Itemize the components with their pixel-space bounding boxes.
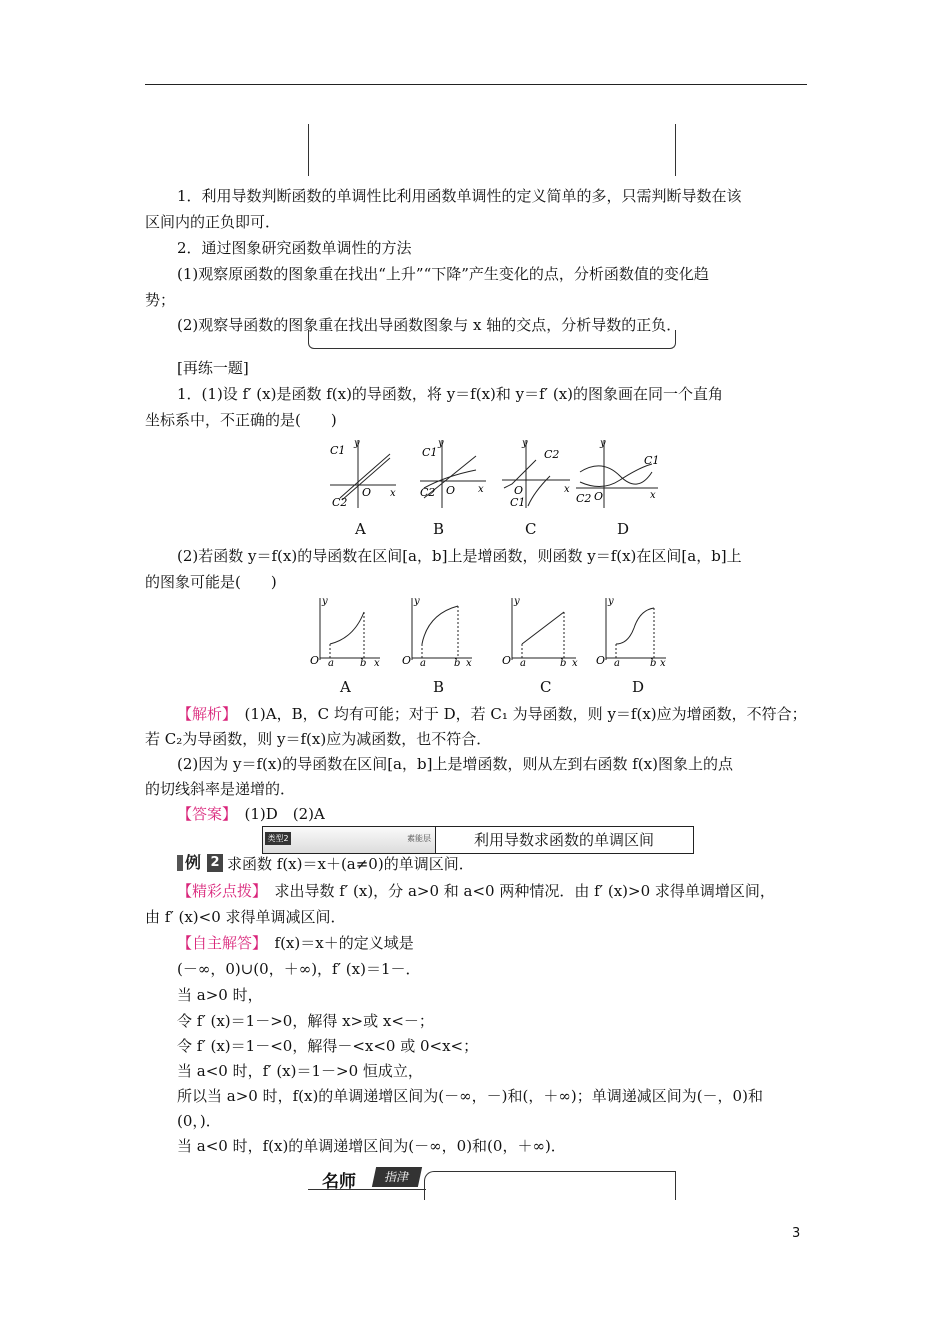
figure-option-c-1 bbox=[500, 436, 574, 510]
label-c1: C1 bbox=[422, 446, 438, 459]
summary-point-2: 2．通过图象研究函数单调性的方法 bbox=[177, 239, 412, 257]
label-c2: C2 bbox=[332, 496, 348, 509]
label-a: a bbox=[520, 658, 526, 668]
label-x: x bbox=[564, 484, 570, 495]
option-label-d: D bbox=[617, 520, 630, 538]
figure-option-d-1 bbox=[572, 436, 662, 510]
badge-text: 例 bbox=[185, 853, 202, 872]
label-y: y bbox=[522, 438, 528, 449]
figure-option-b-1 bbox=[416, 436, 490, 510]
type-sub: 素能层 bbox=[407, 834, 431, 843]
label-y: y bbox=[322, 596, 328, 607]
label-a: a bbox=[328, 658, 334, 668]
answer-text: (1)D (2)A bbox=[229, 805, 325, 823]
option-label-c: C bbox=[525, 520, 537, 538]
label-x: x bbox=[650, 490, 656, 501]
option-label-d: D bbox=[632, 678, 645, 696]
label-y: y bbox=[354, 438, 360, 449]
teacher-note-label: 名师 bbox=[322, 1172, 356, 1192]
label-origin: O bbox=[596, 654, 606, 667]
summary-frame-bottom bbox=[308, 330, 676, 349]
label-c2: C2 bbox=[420, 486, 436, 499]
solution-line-1 bbox=[145, 931, 807, 955]
type-tag: 类型2 bbox=[265, 832, 291, 845]
figure-option-b-2 bbox=[400, 594, 476, 668]
teacher-note-rule bbox=[308, 1189, 426, 1190]
figure-option-a-2 bbox=[308, 594, 384, 668]
label-y: y bbox=[414, 596, 420, 607]
figure-option-c-2 bbox=[500, 594, 580, 668]
label-b: b bbox=[650, 658, 657, 668]
option-label-b: B bbox=[433, 520, 445, 538]
summary-point-4: (2)观察导函数的图象重在找出导函数图象与 x 轴的交点，分析导数的正负． bbox=[177, 316, 682, 334]
summary-point-1: 1．利用导数判断函数的单调性比利用函数单调性的定义简单的多，只需判断导数在该 bbox=[177, 187, 742, 205]
practice-heading: [再练一题] bbox=[177, 359, 249, 377]
label-c1: C1 bbox=[644, 454, 660, 467]
label-origin: O bbox=[362, 486, 372, 499]
summary-frame-top bbox=[308, 124, 676, 176]
question-1-1-cont: 坐标系中，不正确的是( ) bbox=[145, 411, 337, 429]
label-a: a bbox=[420, 658, 426, 668]
solution-line-5: 令 f′ (x)＝1－<0，解得－<x<0 或 0<x<； bbox=[177, 1037, 479, 1055]
label-c1: C1 bbox=[330, 444, 346, 457]
type-banner bbox=[263, 827, 436, 853]
option-label-b: B bbox=[433, 678, 445, 696]
label-b: b bbox=[360, 658, 367, 668]
label-c1: C1 bbox=[510, 496, 526, 509]
question-1-2: (2)若函数 y＝f(x)的导函数在区间[a，b]上是增函数，则函数 y＝f(x)在区间[a，b]上 bbox=[177, 547, 742, 565]
label-b: b bbox=[454, 658, 461, 668]
answer-label: 【答案】 bbox=[177, 805, 230, 823]
label-c2: C2 bbox=[544, 448, 560, 461]
summary-point-1-cont: 区间内的正负即可． bbox=[145, 213, 281, 231]
page-number: 3 bbox=[792, 1226, 801, 1241]
solution-line-7: 所以当 a>0 时，f(x)的单调递增区间为(－∞，－)和(，＋∞)；单调递减区间为(－，0)和 bbox=[177, 1087, 763, 1105]
solution-text-1: f(x)＝x＋的定义域是 bbox=[259, 934, 414, 952]
label-a: a bbox=[614, 658, 620, 668]
solution-line-4: 令 f′ (x)＝1－>0，解得 x>或 x<－； bbox=[177, 1012, 434, 1030]
teacher-note-tag: 指津 bbox=[372, 1167, 422, 1187]
label-x: x bbox=[374, 658, 380, 668]
example-question: 求函数 f(x)＝x＋(a≠0)的单调区间． bbox=[227, 855, 474, 873]
answer-line bbox=[145, 802, 807, 826]
analysis-text-1: (1)A，B，C 均有可能；对于 D，若 C₁ 为导函数，则 y＝f(x)应为增函数，不符合； bbox=[229, 705, 807, 723]
solution-line-3: 当 a>0 时， bbox=[177, 986, 263, 1004]
summary-point-3-cont: 势； bbox=[145, 291, 176, 309]
summary-point-3: (1)观察原函数的图象重在找出“上升”“下降”产生变化的点，分析函数值的变化趋 bbox=[177, 265, 709, 283]
solution-line-8: (0，)． bbox=[177, 1112, 221, 1130]
solution-line-9: 当 a<0 时，f(x)的单调递增区间为(－∞，0)和(0，＋∞)． bbox=[177, 1137, 566, 1155]
teacher-note-header bbox=[308, 1165, 676, 1199]
solution-line-2: (－∞，0)∪(0，＋∞)，f′ (x)＝1－． bbox=[177, 960, 421, 978]
type-title: 利用导数求函数的单调区间 bbox=[473, 831, 654, 849]
label-x: x bbox=[478, 484, 484, 495]
label-origin: O bbox=[402, 654, 412, 667]
label-x: x bbox=[466, 658, 472, 668]
figure-option-d-2 bbox=[594, 594, 670, 668]
question-1-1: 1．(1)设 f′ (x)是函数 f(x)的导函数，将 y＝f(x)和 y＝f′ (x)的图象画在同一个直角 bbox=[177, 385, 724, 403]
option-label-a: A bbox=[355, 520, 366, 538]
label-origin: O bbox=[310, 654, 320, 667]
question-1-2-cont: 的图象可能是( ) bbox=[145, 573, 277, 591]
option-label-a: A bbox=[340, 678, 351, 696]
label-y: y bbox=[514, 596, 520, 607]
hint-label: 【精彩点拨】 bbox=[177, 882, 260, 900]
analysis-line-2-cont: 的切线斜率是递增的． bbox=[145, 780, 296, 798]
analysis-line-1-cont: 若 C₂为导函数，则 y＝f(x)应为减函数，也不符合． bbox=[145, 730, 492, 748]
teacher-note-frame bbox=[424, 1171, 676, 1200]
label-origin: O bbox=[514, 484, 524, 497]
label-y: y bbox=[608, 596, 614, 607]
hint-line-cont: 由 f′ (x)<0 求得单调减区间． bbox=[145, 908, 346, 926]
label-origin: O bbox=[502, 654, 512, 667]
label-b: b bbox=[560, 658, 567, 668]
label-x: x bbox=[390, 488, 396, 499]
label-y: y bbox=[438, 438, 444, 449]
solution-line-6: 当 a<0 时，f′ (x)＝1－>0 恒成立， bbox=[177, 1062, 423, 1080]
analysis-line-1 bbox=[145, 702, 807, 726]
badge-number: 2 bbox=[207, 854, 223, 872]
analysis-label: 【解析】 bbox=[177, 705, 230, 723]
label-origin: O bbox=[594, 490, 604, 503]
type-header bbox=[262, 826, 694, 854]
label-origin: O bbox=[446, 484, 456, 497]
label-c2: C2 bbox=[576, 492, 592, 505]
figure-option-a-1 bbox=[326, 436, 400, 510]
label-x: x bbox=[660, 658, 666, 668]
hint-line bbox=[145, 879, 807, 903]
hint-text: 求出导数 f′ (x)，分 a>0 和 a<0 两种情况．由 f′ (x)>0 求得单调增区间， bbox=[259, 882, 775, 900]
label-y: y bbox=[600, 438, 606, 449]
header-rule bbox=[145, 84, 807, 85]
solution-label: 【自主解答】 bbox=[177, 934, 260, 952]
option-label-c: C bbox=[540, 678, 552, 696]
analysis-line-2: (2)因为 y＝f(x)的导函数在区间[a，b]上是增函数，则从左到右函数 f(x)图象上的点 bbox=[177, 755, 733, 773]
label-x: x bbox=[572, 658, 578, 668]
